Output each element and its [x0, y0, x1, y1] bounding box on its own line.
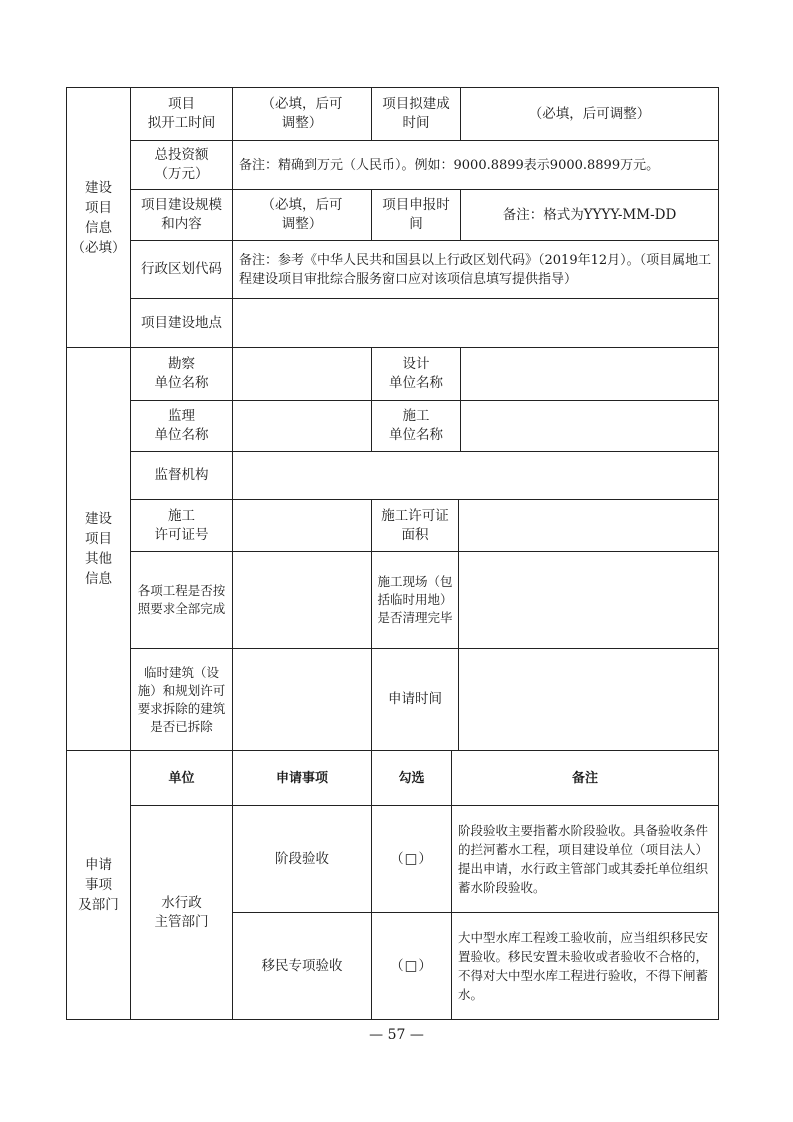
stage-acceptance-checkbox[interactable]: （□） [390, 850, 433, 867]
permit-number-label: 施工 许可证号 [154, 507, 209, 543]
investment-note[interactable]: 备注：精确到万元（人民币）。例如：9000.8899表示9000.8899万元。 [239, 157, 660, 173]
investment-label: 总投资额 （万元） [154, 147, 209, 182]
header-note: 备注 [571, 770, 598, 786]
header-unit: 单位 [168, 770, 195, 786]
survey-unit-value[interactable] [233, 348, 371, 400]
scale-value[interactable]: （必填，后可 调整） [261, 197, 343, 232]
report-time-note[interactable]: 备注：格式为YYYY-MM-DD [502, 206, 677, 223]
department-unit: 水行政 主管部门 [154, 894, 209, 930]
header-check: 勾选 [398, 770, 425, 786]
temp-removed-value[interactable] [233, 649, 371, 750]
region-code-label: 行政区划代码 [141, 261, 222, 277]
rule [718, 87, 719, 1020]
supervision-unit-label: 监理 单位名称 [154, 408, 209, 443]
supervisory-authority-label: 监督机构 [154, 467, 209, 483]
resettlement-checkbox[interactable]: （□） [390, 957, 433, 974]
design-unit-value[interactable] [461, 348, 718, 400]
apply-time-label: 申请时间 [388, 691, 442, 707]
construction-unit-value[interactable] [461, 401, 718, 451]
supervisory-authority-value[interactable] [233, 452, 718, 499]
header-item: 申请事项 [275, 770, 328, 786]
site-cleared-label: 施工现场（包 括临时用地） 是否清理完毕 [377, 574, 453, 625]
construction-unit-label: 施工 单位名称 [389, 408, 443, 443]
completion-time-label: 项目拟建成 时间 [382, 96, 450, 131]
site-cleared-value[interactable] [459, 552, 718, 648]
permit-area-value[interactable] [459, 500, 718, 551]
rule [66, 1019, 718, 1020]
location-label: 项目建设地点 [141, 314, 222, 331]
start-time-value[interactable]: （必填，后可 调整） [261, 96, 343, 131]
permit-area-label: 施工许可证 面积 [381, 507, 449, 543]
completion-time-value[interactable]: （必填，后可调整） [528, 105, 651, 122]
section-other-title: 建设 项目 其他 信息 [85, 511, 112, 587]
works-completed-value[interactable] [233, 552, 371, 648]
works-completed-label: 各项工程是否按 照要求全部完成 [137, 583, 226, 616]
supervision-unit-value[interactable] [233, 401, 371, 451]
apply-item-stage-acceptance: 阶段验收 [275, 850, 329, 867]
page-number: — 57 — [369, 1027, 424, 1043]
scale-label: 项目建设规模 和内容 [141, 197, 222, 232]
stage-acceptance-note: 阶段验收主要指蓄水阶段验收。具备验收条件的拦河蓄水工程，项目建设单位（项目法人）提出申请，水行政主管部门或其委托单位组织蓄水阶段验收。 [458, 823, 709, 895]
permit-number-value[interactable] [233, 500, 371, 551]
location-value[interactable] [233, 299, 718, 347]
start-time-label: 项目 拟开工时间 [147, 96, 216, 131]
temp-removed-label: 临时建筑（设 施）和规划许可 要求拆除的建筑 是否已拆除 [137, 664, 226, 734]
apply-time-value[interactable] [459, 649, 718, 750]
report-time-label: 项目申报时间 [382, 197, 450, 232]
section-basic-title: 建设 项目 信息 （必填） [71, 179, 126, 256]
region-code-note[interactable]: 备注：参考《中华人民共和国县以上行政区划代码》（2019年12月）。（项目属地工程建设项目审批综合服务窗口应对该项信息填写提供指导） [239, 252, 712, 287]
survey-unit-label: 勘察 单位名称 [154, 356, 209, 391]
design-unit-label: 设计 单位名称 [389, 356, 443, 391]
section-apply-title: 申请 事项 及部门 [78, 857, 119, 913]
resettlement-note: 大中型水库工程竣工验收前，应当组织移民安置验收。移民安置未验收或者验收不合格的，不得对大中型水库工程进行验收，不得下闸蓄水。 [458, 930, 709, 1002]
apply-item-resettlement: 移民专项验收 [261, 957, 343, 974]
